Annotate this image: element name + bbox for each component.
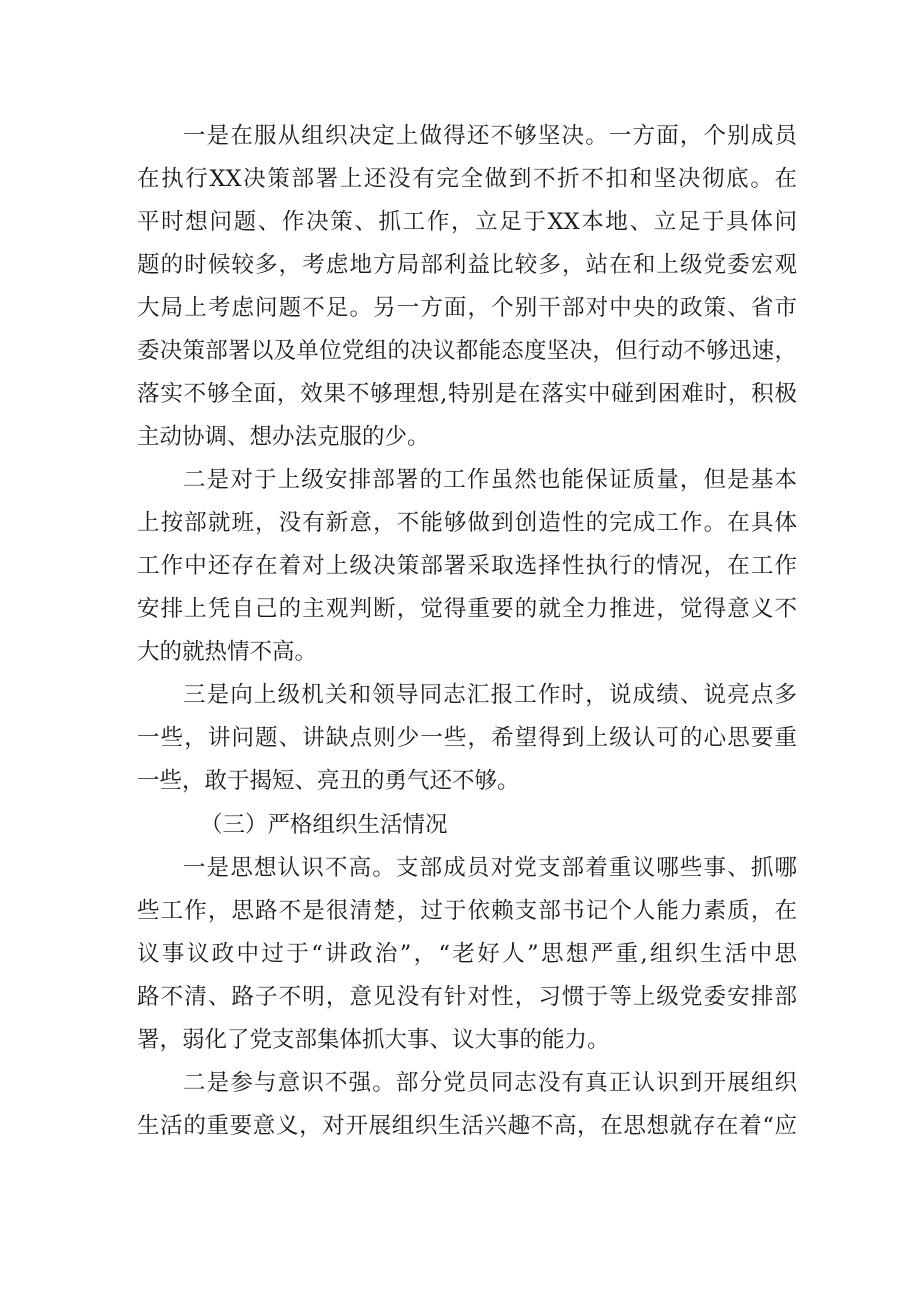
paragraph-4-line-4: 路不清、路子不明，意见没有针对性，习惯于等上级党委安排部 xyxy=(137,984,797,1010)
paragraph-3-line-2: 一些，讲问题、讲缺点则少一些，希望得到上级认可的心思要重 xyxy=(137,725,797,751)
paragraph-2-line-2: 上按部就班，没有新意，不能够做到创造性的完成工作。在具体 xyxy=(137,510,797,536)
paragraph-1-line-5: 大局上考虑问题不足。另一方面，个别干部对中央的政策、省市 xyxy=(137,295,797,321)
paragraph-4-line-2: 些工作，思路不是很清楚，过于依赖支部书记个人能力素质，在 xyxy=(137,898,797,924)
paragraph-1-line-6: 委决策部署以及单位党组的决议都能态度坚决，但行动不够迅速， xyxy=(137,338,797,364)
paragraph-1-line-7: 落实不够全面，效果不够理想,特别是在落实中碰到困难时，积极 xyxy=(137,381,797,407)
paragraph-1-line-2: 在执行XX决策部署上还没有完全做到不折不扣和坚决彻底。在 xyxy=(137,166,797,192)
paragraph-3-line-3: 一些，敢于揭短、亮丑的勇气还不够。 xyxy=(137,768,520,794)
paragraph-2-line-5: 大的就热情不高。 xyxy=(137,639,318,665)
paragraph-3-line-1: 三是向上级机关和领导同志汇报工作时，说成绩、说亮点多 xyxy=(183,682,797,708)
paragraph-5-line-2: 生活的重要意义，对开展组织生活兴趣不高，在思想就存在着“应 xyxy=(137,1113,797,1139)
paragraph-2-line-4: 安排上凭自己的主观判断，觉得重要的就全力推进，觉得意义不 xyxy=(137,596,797,622)
paragraph-4-line-1: 一是思想认识不高。支部成员对党支部着重议哪些事、抓哪 xyxy=(183,855,797,881)
paragraph-5-line-1: 二是参与意识不强。部分党员同志没有真正认识到开展组织 xyxy=(183,1070,797,1096)
paragraph-4-line-5: 署，弱化了党支部集体抓大事、议大事的能力。 xyxy=(137,1027,610,1053)
paragraph-1-line-8: 主动协调、想办法克服的少。 xyxy=(137,424,430,450)
paragraph-1-line-3: 平时想问题、作决策、抓工作，立足于XX本地、立足于具体问 xyxy=(137,209,797,235)
paragraph-1-line-4: 题的时候较多，考虑地方局部利益比较多，站在和上级党委宏观 xyxy=(137,252,797,278)
paragraph-4-line-3: 议事议政中过于“讲政治”，“老好人”思想严重,组织生活中思 xyxy=(137,941,797,967)
paragraph-1-line-1: 一是在服从组织决定上做得还不够坚决。一方面，个别成员 xyxy=(183,123,797,149)
paragraph-2-line-1: 二是对于上级安排部署的工作虽然也能保证质量，但是基本 xyxy=(183,467,797,493)
paragraph-2-line-3: 工作中还存在着对上级决策部署采取选择性执行的情况，在工作 xyxy=(137,553,797,579)
section-heading: （三）严格组织生活情况 xyxy=(200,812,448,838)
